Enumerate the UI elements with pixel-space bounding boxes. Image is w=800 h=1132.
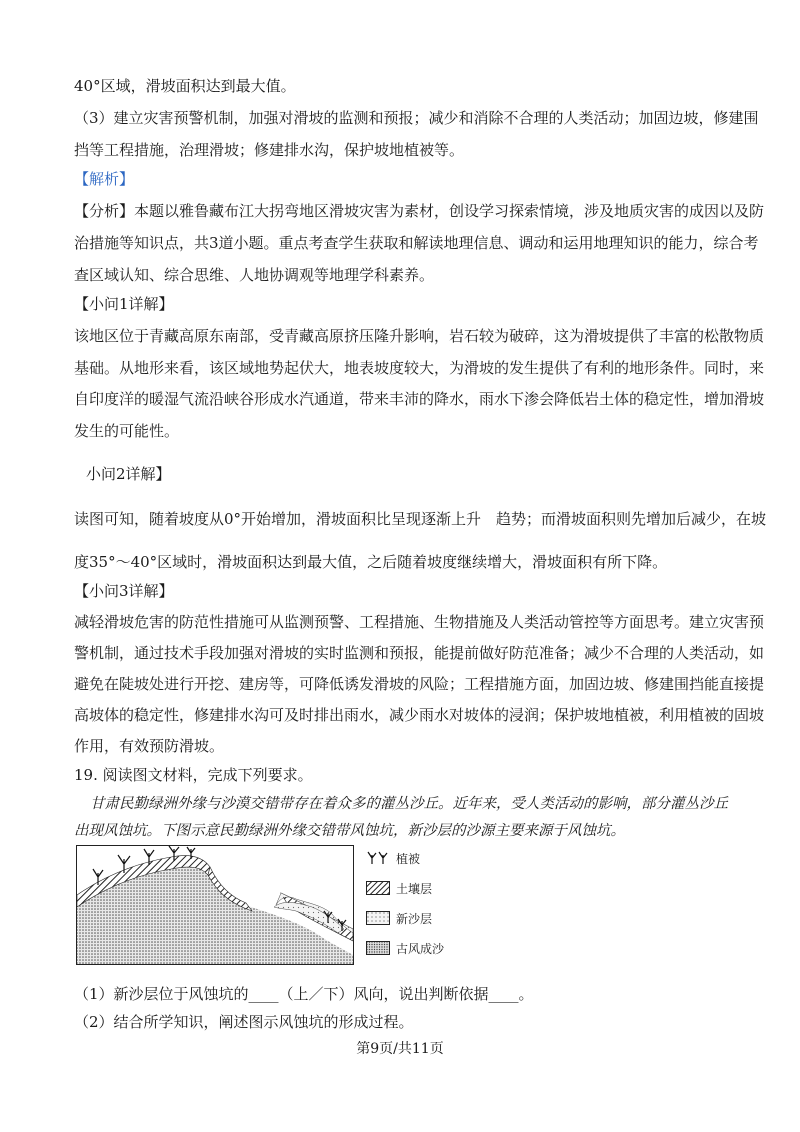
- text-line: 【分析】本题以雅鲁藏布江大拐弯地区滑坡灾害为素材，创设学习探索情境，涉及地质灾害的成因以及防: [74, 202, 765, 220]
- text-line: 40°区域，滑坡面积达到最大值。: [74, 77, 296, 95]
- legend-label: 植被: [396, 851, 421, 866]
- text-line: 基础。从地形来看，该区域地势起伏大，地表坡度较大，为滑坡的发生提供了有利的地形条件。同时，来: [74, 359, 765, 377]
- text-line: 该地区位于青藏高原东南部，受青藏高原挤压隆升影响，岩石较为破碎，这为滑坡提供了丰富的松散物质: [74, 327, 765, 345]
- question-2: （2）结合所学知识，阐述图示风蚀坑的形成过程。: [74, 1013, 414, 1031]
- legend-label: 古风成沙: [396, 941, 445, 956]
- sub-heading: 【小问1详解】: [74, 295, 174, 313]
- diagram-legend: [366, 848, 506, 963]
- question-heading: 19. 阅读图文材料，完成下列要求。: [74, 766, 313, 784]
- question-1: （1）新沙层位于风蚀坑的____（上／下）风向，说出判断依据____。: [74, 985, 534, 1003]
- legend-item-soil: [366, 878, 432, 898]
- text-line: 读图可知，随着坡度从0°开始增加，滑坡面积比呈现逐渐上升 趋势；而滑坡面积则先增加后减少，在坡: [74, 510, 767, 528]
- text-line: 查区域认知、综合思维、人地协调观等地理学科素养。: [74, 266, 435, 284]
- text-line: 高坡体的稳定性，修建排水沟可及时排出雨水，减少雨水对坡体的浸润；保护坡地植被，利用植被的固坡: [74, 706, 765, 724]
- new-sand-swatch: [366, 911, 390, 925]
- legend-label: 土壤层: [396, 881, 433, 896]
- text-line: 度35°～40°区域时，滑坡面积达到最大值，之后随着坡度继续增大，滑坡面积有所下降。: [74, 553, 668, 571]
- material-text: 甘肃民勤绿洲外缘与沙漠交错带存在着众多的灌丛沙丘。近年来，受人类活动的影响，部分灌丛沙丘: [90, 796, 728, 812]
- text-line: 挡等工程措施，治理滑坡；修建排水沟，保护坡地植被等。: [74, 141, 465, 159]
- blowout-pit-diagram: [76, 845, 354, 965]
- vegetation-icon: [366, 851, 390, 865]
- text-line: 作用，有效预防滑坡。: [74, 737, 225, 755]
- sub-heading: 【小问3详解】: [74, 582, 174, 600]
- text-line: 减轻滑坡危害的防范性措施可从监测预警、工程措施、生物措施及人类活动管控等方面思考。建立灾害预: [74, 613, 765, 631]
- text-line: 避免在陡坡处进行开挖、建房等，可降低诱发滑坡的风险；工程措施方面，加固边坡、修建围挡能直接提: [74, 675, 765, 693]
- soil-swatch: [366, 881, 390, 895]
- material-text: 出现风蚀坑。下图示意民勤绿洲外缘交错带风蚀坑，新沙层的沙源主要来源于风蚀坑。: [74, 823, 625, 839]
- sub-heading: 小问2详解】: [86, 465, 171, 483]
- text-line: 自印度洋的暖湿气流沿峡谷形成水汽通道，带来丰沛的降水，雨水下渗会降低岩土体的稳定性，增加滑坡: [74, 390, 765, 408]
- text-line: （3）建立灾害预警机制，加强对滑坡的监测和预报；减少和消除不合理的人类活动；加固边坡，修建围: [74, 109, 759, 127]
- legend-item-ancient-sand: [366, 938, 444, 958]
- text-line: 警机制，通过技术手段加强对滑坡的实时监测和预报，能提前做好防范准备；减少不合理的人类活动，如: [74, 644, 765, 662]
- text-line: 治措施等知识点，共3道小题。重点考查学生获取和解读地理信息、调动和运用地理知识的能力，综合考: [74, 234, 759, 252]
- ancient-sand-swatch: [366, 941, 390, 955]
- legend-item-vegetation: [366, 848, 420, 868]
- legend-item-new-sand: [366, 908, 432, 928]
- legend-label: 新沙层: [396, 911, 433, 926]
- text-line: 发生的可能性。: [74, 422, 180, 440]
- page-footer: 第9页/共11页: [356, 1041, 444, 1057]
- analysis-heading: 【解析】: [74, 170, 135, 188]
